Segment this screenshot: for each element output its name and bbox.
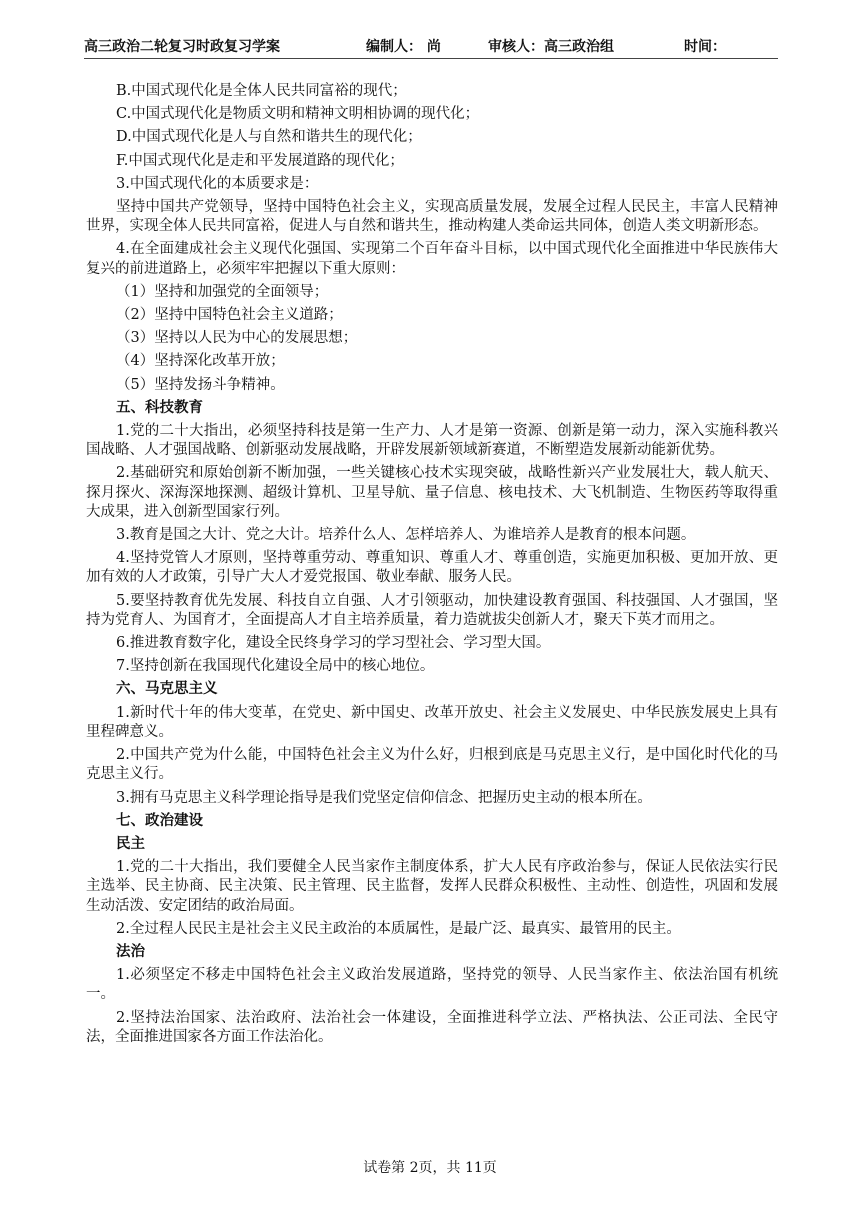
paragraph: 5.要坚持教育优先发展、科技自立自强、人才引领驱动，加快建设教育强国、科技强国、人才强国，坚持为党育人、为国育才，全面提高人才自主培养质量，着力造就拔尖创新人才，聚天下英才而用之。 — [86, 592, 778, 628]
paragraph: 坚持中国共产党领导，坚持中国特色社会主义，实现高质量发展，发展全过程人民民主，丰富人民精神世界，实现全体人民共同富裕，促进人与自然和谐共生，推动构建人类命运共同体，创造人类文明新形态。 — [86, 199, 778, 235]
paragraph: B.中国式现代化是全体人民共同富裕的现代； — [116, 83, 407, 99]
list-item: （2）坚持中国特色社会主义道路； — [116, 307, 343, 324]
paragraph: 3.中国式现代化的本质要求是： — [116, 175, 319, 192]
header-time: 时间： — [684, 39, 726, 55]
header-title: 高三政治二轮复习时政复习学案 — [84, 39, 280, 55]
paragraph: 4.在全面建成社会主义现代化强国、实现第二个百年奋斗目标，以中国式现代化全面推进中华民族伟大复兴的前进道路上，必须牢牢把握以下重大原则： — [86, 241, 778, 277]
section-heading: 六、马克思主义 — [116, 681, 218, 698]
paragraph: 7.坚持创新在我国现代化建设全局中的核心地位。 — [116, 658, 435, 675]
paragraph: 3.拥有马克思主义科学理论指导是我们党坚定信仰信念、把握历史主动的根本所在。 — [116, 789, 652, 806]
paragraph: 6.推进教育数字化，建设全民终身学习的学习型社会、学习型大国。 — [116, 635, 551, 652]
header-editor: 编制人： 尚 — [366, 39, 441, 55]
document-body — [86, 82, 778, 1051]
section-heading: 五、科技教育 — [116, 399, 203, 416]
paragraph: D.中国式现代化是人与自然和谐共生的现代化； — [116, 129, 422, 146]
paragraph: 2.坚持法治国家、法治政府、法治社会一体建设，全面推进科学立法、严格执法、公正司法、全民守法，全面推进国家各方面工作法治化。 — [86, 1009, 778, 1045]
paragraph: 1.新时代十年的伟大变革，在党史、新中国史、改革开放史、社会主义发展史、中华民族发展史上具有里程碑意义。 — [86, 704, 778, 740]
list-item: （3）坚持以人民为中心的发展思想； — [116, 330, 358, 347]
paragraph: 2.中国共产党为什么能，中国特色社会主义为什么好，归根到底是马克思主义行，是中国化时代化的马克思主义行。 — [86, 747, 778, 783]
paragraph: C.中国式现代化是物质文明和精神文明相协调的现代化； — [116, 106, 480, 123]
paragraph: F.中国式现代化是走和平发展道路的现代化； — [116, 152, 404, 169]
page-header — [84, 38, 778, 59]
header-reviewer: 审核人：高三政治组 — [488, 39, 614, 55]
list-item: （5）坚持发扬斗争精神。 — [116, 376, 285, 393]
section-heading: 民主 — [116, 835, 145, 852]
paragraph: 1.党的二十大指出，我们要健全人民当家作主制度体系，扩大人民有序政治参与，保证人民依法实行民主选举、民主协商、民主决策、民主管理、民主监督，发挥人民群众积极性、主动性、创造性，巩固和发展生动活泼、安定团结的政治局面。 — [86, 859, 778, 914]
page-footer: 试卷第 2页，共 11页 — [363, 1160, 497, 1176]
paragraph: 2.基础研究和原始创新不断加强，一些关键核心技术实现突破，战略性新兴产业发展壮大，载人航天、探月探火、深海深地探测、超级计算机、卫星导航、量子信息、核电技术、大飞机制造、生物医药等取得重大成果，进入创新型国家行列。 — [86, 465, 778, 520]
section-heading: 七、政治建设 — [116, 812, 203, 829]
section-heading: 法治 — [116, 943, 145, 960]
paragraph: 2.全过程人民民主是社会主义民主政治的本质属性，是最广泛、最真实、最管用的民主。 — [116, 920, 681, 937]
list-item: （4）坚持深化改革开放； — [116, 353, 285, 370]
paragraph: 1.党的二十大指出，必须坚持科技是第一生产力、人才是第一资源、创新是第一动力，深入实施科教兴国战略、人才强国战略、创新驱动发展战略，开辟发展新领域新赛道，不断塑造发展新动能新优势。 — [86, 423, 778, 459]
paragraph: 4.坚持党管人才原则，坚持尊重劳动、尊重知识、尊重人才、尊重创造，实施更加积极、更加开放、更加有效的人才政策，引导广大人才爱党报国、敬业奉献、服务人民。 — [86, 550, 778, 586]
paragraph: 3.教育是国之大计、党之大计。培养什么人、怎样培养人、为谁培养人是教育的根本问题。 — [116, 527, 696, 544]
list-item: （1）坚持和加强党的全面领导； — [116, 283, 329, 300]
paragraph: 1.必须坚定不移走中国特色社会主义政治发展道路，坚持党的领导、人民当家作主、依法治国有机统一。 — [86, 967, 778, 1003]
